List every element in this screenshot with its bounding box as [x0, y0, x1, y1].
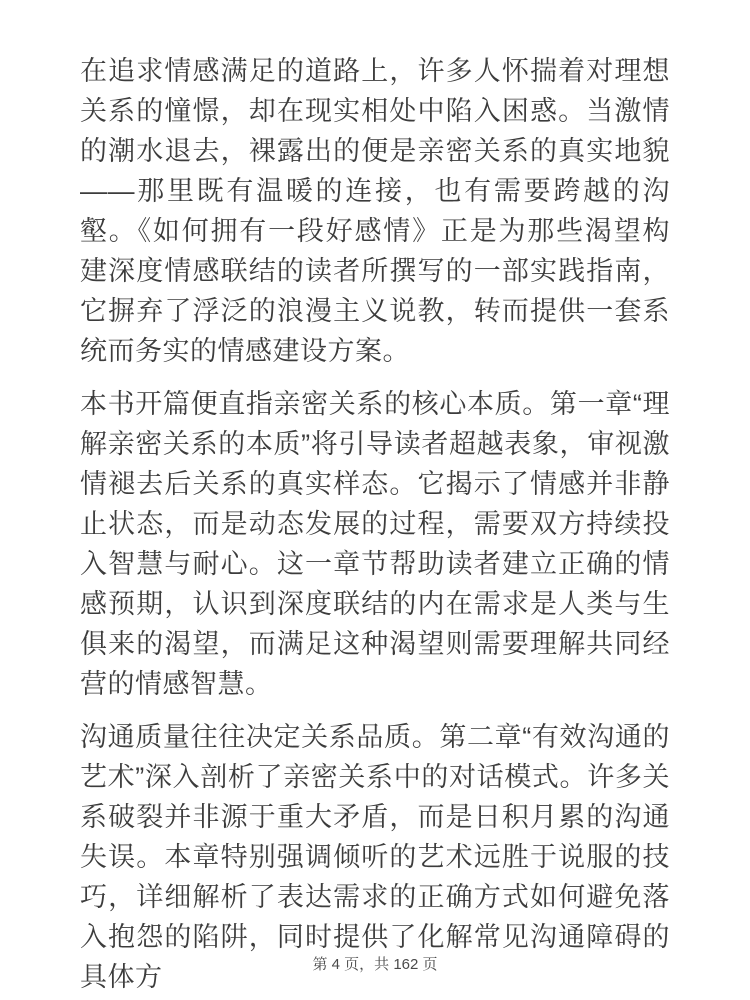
paragraph-1: 在追求情感满足的道路上，许多人怀揣着对理想关系的憧憬，却在现实相处中陷入困惑。当激情的潮水退去，裸露出的便是亲密关系的真实地貌——那里既有温暖的连接，也有需要跨越的沟壑。《如何拥有一段好感情》正是为那些渴望构建深度情感联结的读者所撰写的一部实践指南，它摒弃了浮泛的浪漫主义说教，转而提供一套系统而务实的情感建设方案。 — [80, 56, 670, 366]
paragraph-2: 本书开篇便直指亲密关系的核心本质。第一章“理解亲密关系的本质”将引导读者超越表象，审视激情褪去后关系的真实样态。它揭示了情感并非静止状态，而是动态发展的过程，需要双方持续投入智慧与耐心。这一章节帮助读者建立正确的情感预期，认识到深度联结的内在需求是人类与生俱来的渴望，而满足这种渴望则需要理解共同经营的情感智慧。 — [80, 389, 670, 699]
page-number-footer: 第 4 页，共 162 页 — [312, 956, 438, 973]
paragraph-3: 沟通质量往往决定关系品质。第二章“有效沟通的艺术”深入剖析了亲密关系中的对话模式。许多关系破裂并非源于重大矛盾，而是日积月累的沟通失误。本章特别强调倾听的艺术远胜于说服的技巧，详细解析了表达需求的正确方式如何避免落入抱怨的陷阱，同时提供了化解常见沟通障碍的具体方 — [80, 722, 670, 992]
page-content — [80, 51, 670, 1000]
